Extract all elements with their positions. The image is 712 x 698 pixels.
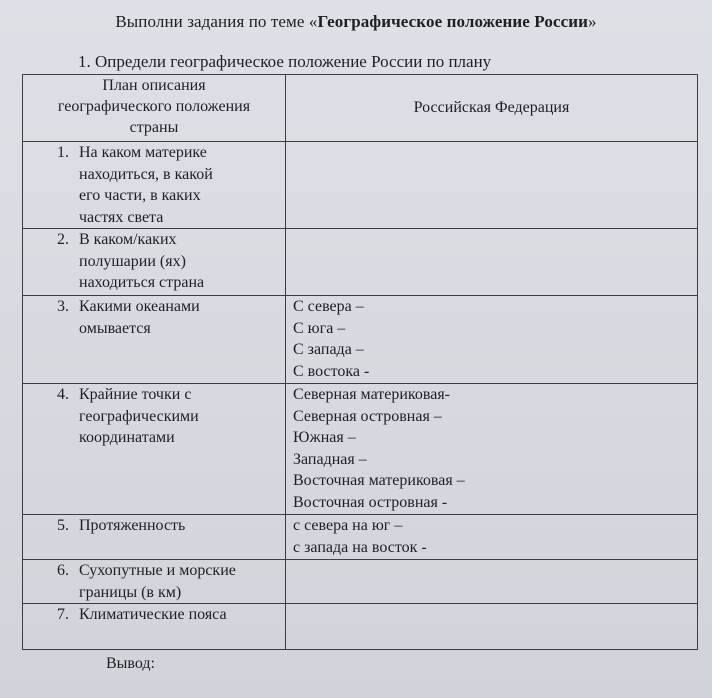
answer-line: С востока - [293, 362, 370, 380]
question-number: 4. [57, 386, 69, 403]
title-topic: Географическое положение России [317, 12, 589, 31]
question-number: 5. [57, 517, 69, 534]
answer-cell[interactable] [286, 142, 698, 229]
answer-cell[interactable] [286, 229, 698, 296]
answer-line: С севера – [293, 298, 364, 315]
answer-line: с запада на восток - [293, 538, 427, 556]
question-cell [23, 515, 286, 560]
answer-line: Южная – [293, 429, 356, 446]
table-row [23, 604, 698, 650]
question-cell [23, 229, 286, 296]
question-number: 7. [57, 606, 69, 623]
question-number: 1. [57, 144, 69, 161]
page-title [0, 12, 712, 32]
question-text: В каком/каких полушарии (ях) находиться страна [79, 231, 205, 291]
table-row [23, 296, 698, 384]
task-instruction: 1. Определи географическое положение России по плану [78, 52, 492, 71]
header-plan-text: План описания географического положения страны [57, 77, 251, 136]
question-text: Крайние точки с географическими координатами [79, 386, 199, 446]
header-plan-cell [23, 75, 286, 142]
question-text: На каком материке находиться, в какой его части, в каких частях света [79, 144, 213, 226]
answer-cell[interactable] [286, 384, 698, 515]
title-prefix: Выполни задания по теме « [115, 12, 318, 31]
question-text: Климатические пояса [79, 606, 227, 623]
table-row [23, 229, 698, 296]
answer-line: Западная – [293, 450, 367, 468]
answer-line: Восточная островная - [293, 493, 448, 511]
question-number: 2. [57, 231, 69, 248]
conclusion-label: Вывод: [106, 655, 155, 672]
question-cell [23, 142, 286, 229]
question-cell [23, 560, 286, 604]
header-country-cell [286, 75, 698, 142]
answer-cell[interactable] [286, 296, 698, 384]
answer-line: с севера на юг – [293, 517, 403, 534]
question-cell [23, 296, 286, 384]
answer-line: Северная островная – [293, 407, 442, 425]
answer-cell[interactable] [286, 515, 698, 560]
question-text: Какими океанами омывается [79, 298, 200, 337]
answer-cell[interactable] [286, 604, 698, 650]
answer-line: С юга – [293, 319, 346, 337]
answer-line: Восточная материковая – [293, 472, 465, 489]
table-row [23, 515, 698, 560]
title-suffix: » [588, 12, 597, 31]
header-country-text: Российская Федерация [413, 99, 570, 116]
answer-cell[interactable] [286, 560, 698, 604]
table-header-row [23, 75, 698, 142]
question-cell [23, 604, 286, 650]
answer-line: Северная материковая- [293, 386, 451, 403]
table-row [23, 142, 698, 229]
question-text: Протяженность [79, 517, 186, 534]
table-row [23, 560, 698, 604]
question-text: Сухопутные и морские границы (в км) [79, 562, 236, 601]
table-row [23, 384, 698, 515]
question-number: 3. [57, 298, 69, 315]
question-number: 6. [57, 562, 69, 579]
question-cell [23, 384, 286, 515]
plan-table [22, 74, 698, 650]
answer-line: С запада – [293, 341, 364, 358]
